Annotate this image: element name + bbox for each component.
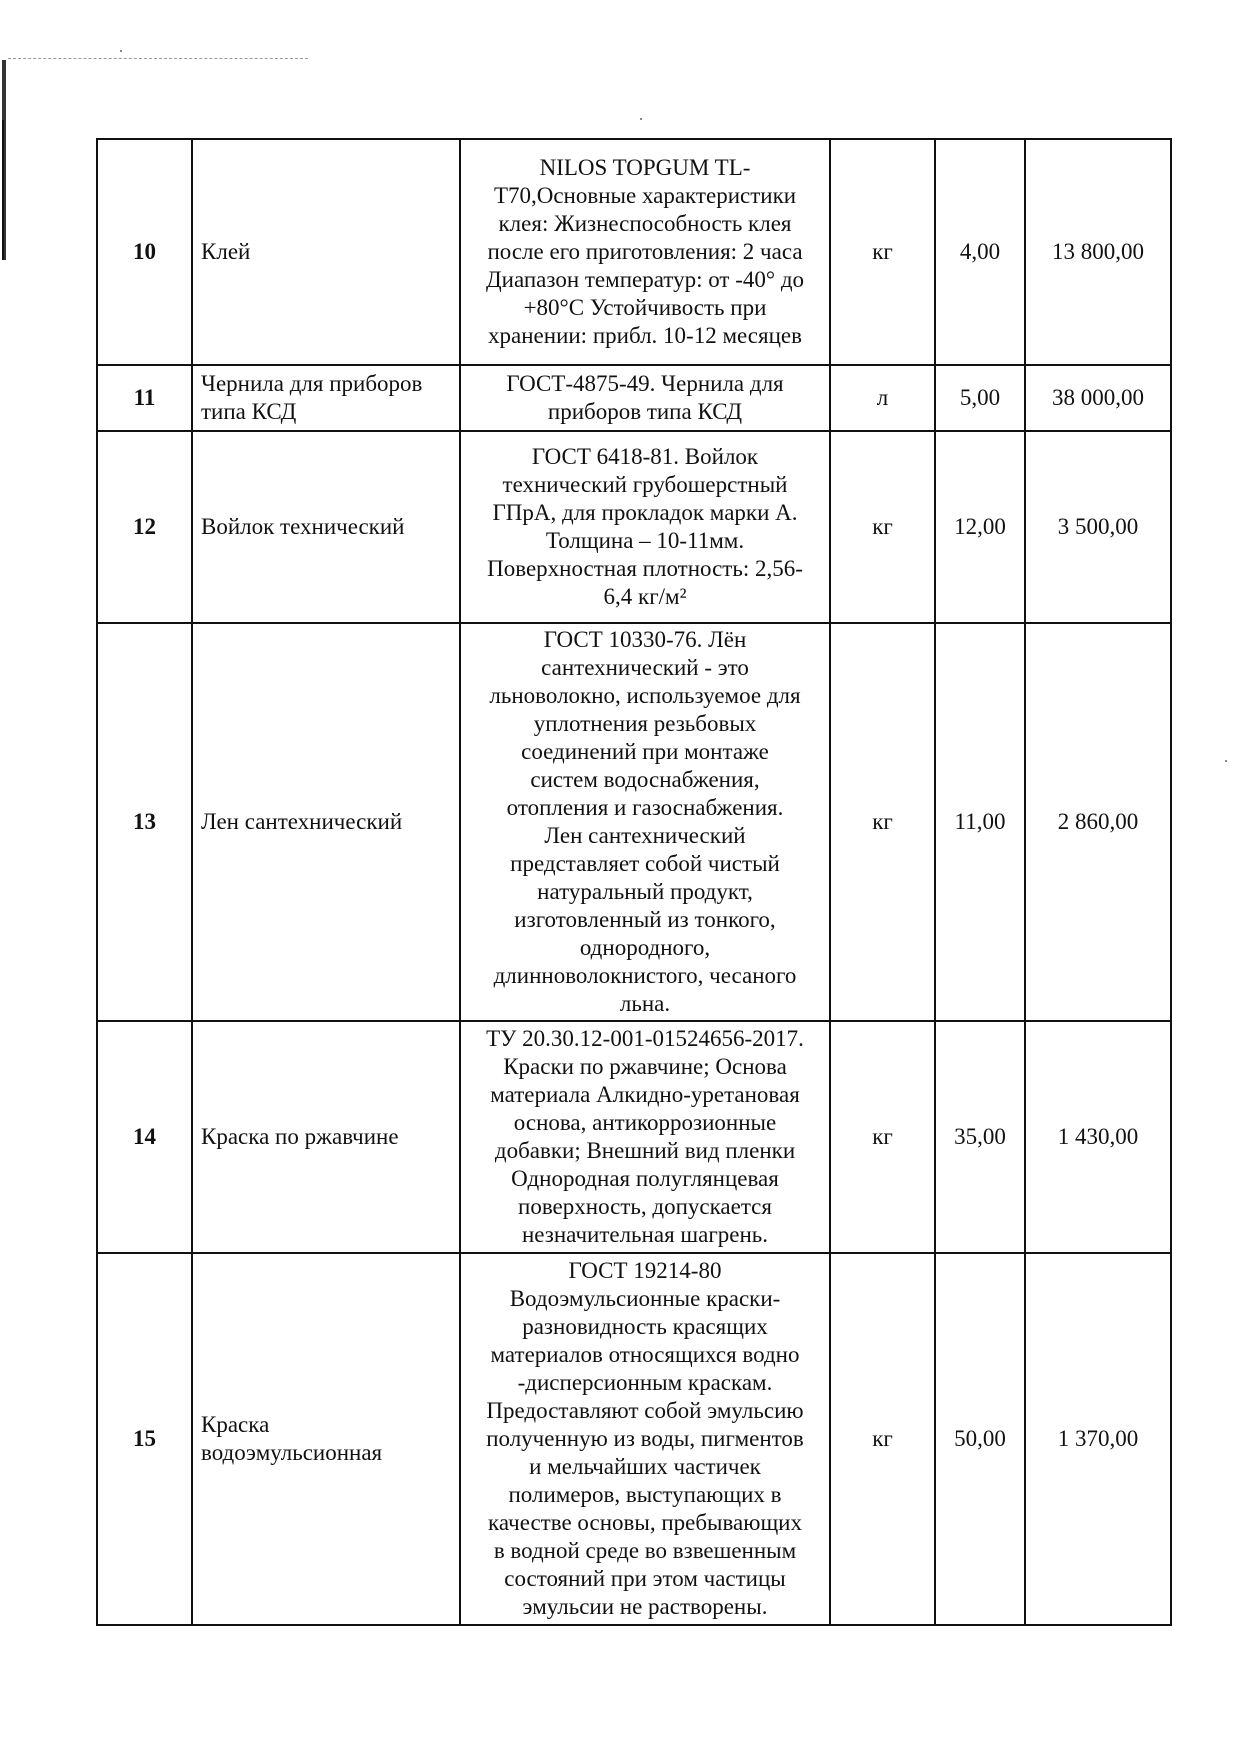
description-line: добавки; Внешний вид пленки: [494, 1138, 796, 1163]
description-line: Предоставляют собой эмульсию: [486, 1398, 804, 1423]
description-line: Поверхностная плотность: 2,56-: [487, 556, 803, 581]
item-name-line: Краска: [201, 1412, 270, 1437]
price-cell: 38 000,00: [1025, 365, 1171, 431]
description-line: льна.: [619, 991, 671, 1016]
description-line: +80°С Устойчивость при: [523, 295, 767, 320]
price-cell: 1 370,00: [1025, 1253, 1171, 1625]
description-line: в водной среде во взвешенным: [493, 1538, 797, 1563]
description-line: ГОСТ 10330-76. Лён: [543, 627, 747, 652]
item-name: [192, 431, 460, 623]
description-line: Лен сантехнический: [544, 823, 746, 848]
item-name: [192, 1253, 460, 1625]
item-name-line: Чернила для приборов: [201, 371, 423, 396]
item-description: [460, 431, 830, 623]
description-line: сантехнический - это: [541, 655, 749, 680]
row-number: 13: [97, 623, 192, 1021]
quantity-cell: 5,00: [935, 365, 1025, 431]
description-line: незначительная шагрень.: [521, 1222, 769, 1247]
price-cell: 1 430,00: [1025, 1021, 1171, 1253]
item-name: [192, 623, 460, 1021]
description-line: разновидность красящих: [522, 1314, 768, 1339]
description-line: Однородная полуглянцевая: [511, 1166, 779, 1191]
item-name-line: водоэмульсионная: [201, 1440, 383, 1465]
description-line: однородного,: [579, 935, 711, 960]
description-line: систем водоснабжения,: [530, 767, 760, 792]
description-line: льноволокно, используемое для: [489, 683, 801, 708]
item-description: [460, 623, 830, 1021]
description-line: уплотнения резьбовых: [533, 711, 757, 736]
table-row: [97, 365, 1171, 431]
table-body: [97, 139, 1171, 1625]
description-line: представляет собой чистый: [510, 851, 780, 876]
item-description: [460, 1253, 830, 1625]
scan-speck: [640, 118, 642, 120]
item-description: [460, 365, 830, 431]
quantity-cell: 35,00: [935, 1021, 1025, 1253]
description-line: хранении: прибл. 10-12 месяцев: [488, 323, 802, 348]
item-name-line: Лен сантехнический: [201, 809, 403, 834]
row-number: 15: [97, 1253, 192, 1625]
description-line: полимеров, выступающих в: [508, 1482, 782, 1507]
description-line: Краски по ржавчине; Основа: [503, 1054, 787, 1079]
description-line: соединений при монтаже: [521, 739, 769, 764]
description-line: эмульсии не растворены.: [522, 1594, 768, 1619]
table-row: [97, 139, 1171, 365]
description-line: 6,4 кг/м²: [603, 584, 687, 609]
description-line: натуральный продукт,: [537, 879, 753, 904]
unit-cell: кг: [830, 1253, 935, 1625]
price-cell: 13 800,00: [1025, 139, 1171, 365]
unit-cell: кг: [830, 623, 935, 1021]
description-line: качестве основы, пребывающих: [488, 1510, 802, 1535]
item-description: [460, 139, 830, 365]
description-line: ТУ 20.30.12-001-01524656-2017.: [486, 1026, 804, 1051]
price-cell: 3 500,00: [1025, 431, 1171, 623]
specification-table: [96, 138, 1172, 1626]
description-line: технический грубошерстный: [502, 472, 788, 497]
description-line: NILOS TOPGUM TL-: [539, 155, 751, 180]
item-name-line: типа КСД: [201, 399, 297, 424]
item-name: [192, 1021, 460, 1253]
description-line: ГОСТ 19214-80: [568, 1258, 722, 1283]
description-line: состояний при этом частицы: [504, 1566, 786, 1591]
description-line: T70,Основные характеристики: [493, 183, 797, 208]
description-line: длинноволокнистого, чесаного: [493, 963, 797, 988]
row-number: 14: [97, 1021, 192, 1253]
description-line: полученную из воды, пигментов: [486, 1426, 804, 1451]
unit-cell: кг: [830, 139, 935, 365]
description-line: Водоэмульсионные краски-: [509, 1286, 781, 1311]
description-line: -дисперсионным краскам.: [517, 1370, 773, 1395]
scan-speck: [120, 50, 122, 52]
quantity-cell: 4,00: [935, 139, 1025, 365]
description-line: основа, антикоррозионные: [513, 1110, 777, 1135]
description-line: ГПрА, для прокладок марки А.: [492, 500, 798, 525]
item-name-line: Войлок технический: [201, 514, 405, 539]
table-row: [97, 623, 1171, 1021]
description-line: отопления и газоснабжения.: [506, 795, 784, 820]
description-line: приборов типа КСД: [547, 399, 743, 424]
unit-cell: л: [830, 365, 935, 431]
description-line: Диапазон температур: от -40° до: [485, 267, 805, 292]
item-description: [460, 1021, 830, 1253]
row-number: 12: [97, 431, 192, 623]
quantity-cell: 12,00: [935, 431, 1025, 623]
table-row: [97, 1253, 1171, 1625]
description-line: клея: Жизнеспособность клея: [498, 211, 792, 236]
item-name-line: Краска по ржавчине: [201, 1124, 399, 1149]
description-line: материала Алкидно-уретановая: [490, 1082, 800, 1107]
table-row: [97, 1021, 1171, 1253]
description-line: материалов относящихся водно: [490, 1342, 800, 1367]
row-number: 10: [97, 139, 192, 365]
scan-speck: [1225, 760, 1227, 762]
description-line: Толщина – 10-11мм.: [545, 528, 745, 553]
scan-artifact-line: [8, 58, 308, 60]
description-line: изготовленный из тонкого,: [514, 907, 776, 932]
quantity-cell: 50,00: [935, 1253, 1025, 1625]
description-line: после его приготовления: 2 часа: [487, 239, 803, 264]
item-name: [192, 139, 460, 365]
price-cell: 2 860,00: [1025, 623, 1171, 1021]
description-line: поверхность, допускается: [518, 1194, 772, 1219]
item-name-line: Клей: [201, 239, 251, 264]
row-number: 11: [97, 365, 192, 431]
unit-cell: кг: [830, 1021, 935, 1253]
description-line: ГОСТ 6418-81. Войлок: [531, 444, 759, 469]
scan-edge-mark: [2, 120, 4, 260]
unit-cell: кг: [830, 431, 935, 623]
quantity-cell: 11,00: [935, 623, 1025, 1021]
table-row: [97, 431, 1171, 623]
description-line: и мельчайших частичек: [529, 1454, 761, 1479]
description-line: ГОСТ-4875-49. Чернила для: [506, 371, 784, 396]
item-name: [192, 365, 460, 431]
